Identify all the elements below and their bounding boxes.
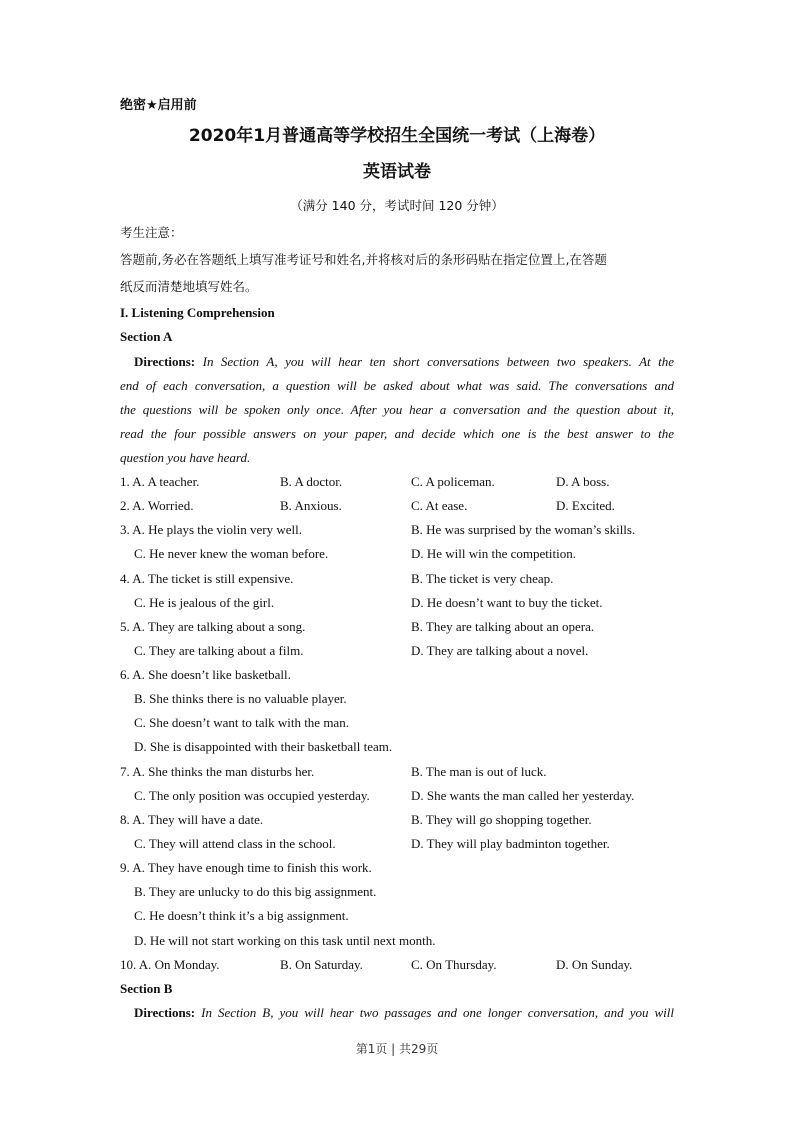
question-10-option-d: D. On Sunday. [556,957,633,972]
directions-text: In Section A, you will hear ten short conversations between two speakers. At the [202,354,674,369]
directions-line: end of each conversation, a question will be asked about what was said. The conversations and [120,378,674,393]
question-5-option-a: 5. A. They are talking about a song. [120,619,306,634]
question-10-option-b: B. On Saturday. [280,957,363,972]
question-10-option-c: C. On Thursday. [411,957,497,972]
section-b-heading: Section B [120,981,173,996]
page-footer: 第1页 | 共29页 [355,1042,439,1056]
question-5-option-d: D. They are talking about a novel. [411,643,589,658]
question-8-option-c: C. They will attend class in the school. [134,836,336,851]
question-8-option-a: 8. A. They will have a date. [120,812,264,827]
question-3-option-a: 3. A. He plays the violin very well. [120,522,302,537]
question-10-option-a: 10. A. On Monday. [120,957,220,972]
question-9-option-a: 9. A. They have enough time to finish this work. [120,860,372,875]
question-5-option-c: C. They are talking about a film. [134,643,304,658]
question-1-option-d: D. A boss. [556,474,610,489]
question-8-option-b: B. They will go shopping together. [411,812,592,827]
question-1-option-c: C. A policeman. [411,474,495,489]
notice-line-2: 纸反而清楚地填写姓名。 [120,279,258,294]
notice-line-1: 答题前,务必在答题纸上填写准考证号和姓名,并将核对后的条形码贴在指定位置上,在答题 [120,252,607,267]
question-2-option-a: 2. A. Worried. [120,498,194,513]
question-3-option-c: C. He never knew the woman before. [134,546,329,561]
directions-label: Directions: [134,354,196,369]
question-6-option-c: C. She doesn’t want to talk with the man. [134,715,349,730]
question-7-option-c: C. The only position was occupied yesterday. [134,788,370,803]
exam-subtitle: 英语试卷 [363,162,431,182]
question-7-option-a: 7. A. She thinks the man disturbs her. [120,764,315,779]
question-7-option-b: B. The man is out of luck. [411,764,547,779]
question-2-option-c: C. At ease. [411,498,468,513]
question-5-option-b: B. They are talking about an opera. [411,619,595,634]
directions-line [120,354,674,370]
section-b-directions-label: Directions: [134,1005,196,1020]
notice-label: 考生注意： [120,225,183,240]
directions-line: question you have heard. [120,450,251,465]
question-9-option-c: C. He doesn’t think it’s a big assignment. [134,908,349,923]
question-4-option-a: 4. A. The ticket is still expensive. [120,571,294,586]
question-1-option-b: B. A doctor. [280,474,343,489]
question-4-option-c: C. He is jealous of the girl. [134,595,275,610]
question-6-option-d: D. She is disappointed with their basketball team. [134,739,393,754]
question-6-option-a: 6. A. She doesn’t like basketball. [120,667,291,682]
question-9-option-d: D. He will not start working on this task until next month. [134,933,436,948]
question-3-option-b: B. He was surprised by the woman’s skills. [411,522,636,537]
section-a-heading: Section A [120,329,173,344]
question-8-option-d: D. They will play badminton together. [411,836,610,851]
directions-line: the questions will be spoken only once. After you hear a conversation and the question about it, [120,402,674,417]
directions-line: read the four possible answers on your paper, and decide which one is the best answer to the [120,426,674,441]
question-4-option-b: B. The ticket is very cheap. [411,571,554,586]
question-1-option-a: 1. A. A teacher. [120,474,200,489]
confidential-label: 绝密★启用前 [120,98,197,113]
question-4-option-d: D. He doesn’t want to buy the ticket. [411,595,603,610]
question-6-option-b: B. She thinks there is no valuable player. [134,691,347,706]
score-time-note: （满分 140 分，考试时间 120 分钟） [290,198,504,213]
section-b-directions-line [120,1005,674,1021]
exam-title: 2020年1月普通高等学校招生全国统一考试（上海卷） [188,126,606,146]
question-9-option-b: B. They are unlucky to do this big assignment. [134,884,377,899]
question-2-option-d: D. Excited. [556,498,615,513]
part-heading: I. Listening Comprehension [120,305,275,320]
question-2-option-b: B. Anxious. [280,498,342,513]
question-7-option-d: D. She wants the man called her yesterday. [411,788,635,803]
question-3-option-d: D. He will win the competition. [411,546,577,561]
section-b-directions-text: In Section B, you will hear two passages and one longer conversation, and you will [201,1005,675,1020]
